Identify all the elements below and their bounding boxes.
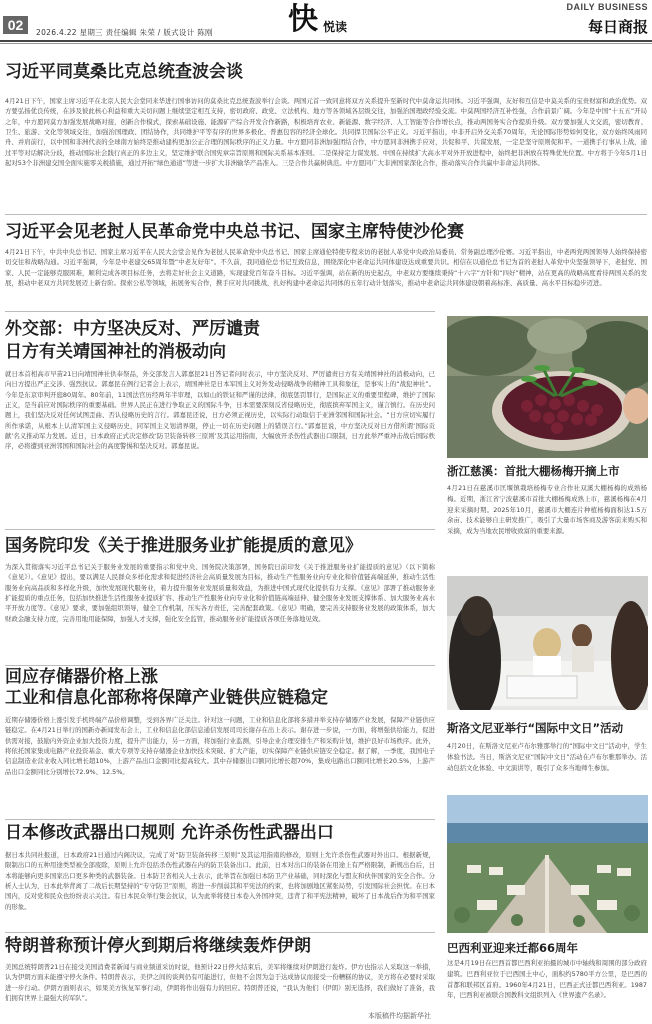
divider [5, 665, 435, 666]
article-title: 习近平同莫桑比克总统查波会谈 [5, 62, 243, 82]
article-body: 4月21日下午，中共中央总书记、国家主席习近平在人民大会堂会见作为老挝人民革命党中央总书记、国家主席通伦特使专程来访的老挝人革党中央政治局委员、常务副总理沙伦赛。习近平指出，中老两党两国领导人始终保持密切交往和战略沟通。习近平强调，今年是中老建交65周年暨“中老友好年”。不久前，我同通伦总书记互致信息，围绕深化中老命运共同体建设达成重要共识。相信在以通伦总书记为首的老挝人革党中央坚强领导下，老挝党、国家、人民一定能够克服困难，顺利完成各项目标任务，去将走好社会主义道路，实现建党百年奋斗目标。习近平强调，站在新的历史起点，中老双方要继续秉持“十六字”方针和“四好”精神，站在更高的战略高度看待两国关系的发展，推动中老双方共同发展迈上新台阶。探索公私等领域，拓展务实合作，携手应对共同挑战，扎好构建中老命运共同体的五年行动计划落实，推动中老命运共同体建设朝着高标准、高质量、高水平目标稳步迈进。 [5, 248, 647, 288]
source-credit: 本版稿件均据新华社 [368, 1012, 431, 1020]
photo-caption-body: 4月21日在慈溪市匡堰镇栽培杨梅专业合作社双溪大棚杨梅的成熟杨梅。近期，浙江省宁波慈溪市首批大棚杨梅成熟上市，慈溪杨梅在4月迎来采摘时期。2025年10月，慈溪市大棚连片种植杨梅面积达1.5万余亩、技术能够自主研发推广，吸引了大量市场客商及游客前来购买和采摘，成为当地农民增收致富的重要来源。 [447, 484, 647, 536]
paper-name-en: DAILY BUSINESS [566, 2, 648, 12]
page-number: 02 [3, 16, 28, 34]
photo-caption-title: 斯洛文尼亚举行“国际中文日”活动 [447, 721, 624, 735]
page-header [0, 0, 652, 42]
article-title: 国务院印发《关于推进服务业扩能提质的意见》 [5, 536, 362, 556]
header-rule [0, 40, 652, 42]
article-body: 4月21日下午，国家主席习近平在北京人民大会堂同来华进行国事访问的莫桑比克总统查波举行会谈。两国元首一致同意将双方关系提升至新时代中莫命运共同体。习近平强调，友好和互信是中莫关系的宝贵财富和政治优势。双方要弘扬优良传统，在涉及彼此核心利益和重大关切问题上继续坚定相互支持，密切政府、政党、立法机构、地方等各领域各层级交往，加强治国理政经验交流。中莫两国经济互补性强，合作前景广阔。今年是中国“十五五”开局之年，中方愿同莫方加强发展战略对接，创新合作模式，探索基础设施、能源矿产综合开发合作新路，积极培育农业、新能源、数字经济、人工智能等合作增长点，推动两国务实合作提质升级。双方要加强人文交流，密切教育、卫生、旅游、文化等领域交往，加强治国理政、团结协作，共同维护平等有序的世界多极化、普惠包容的经济全球化。共同捍卫国际公平正义。习近平指出，中非开启外交关系70周年，无论国际形势如何变化，双方始终风雨同舟、并肩前行，以中国和非洲代表的全球南方始终是推动建构更加公正合理的国际秩序的正义力量。中方愿同非洲加强团结合作，中方愿同非洲携手应对，共促和平、共谋发展，一定是坚守原则促和平。一道携手行事从上战，通过平等对话解决分歧，推动国际社会践行真正的多边主义，坚定维护联合国宪章宗旨原则和国际关系基本准则。二是保持定力谋发展。中国在持续扩大高水平对外开放进程中，始终把非洲放在特殊优先位置。中方将于今年5月1日起对53个非洲建交国全面实施零关税措施，通过开拓“绿色通道”等进一步扩大非洲输华产品准入。三是合作共赢树典范。中方愿同广大非洲国家深化合作，推动落实合作共赢中非命运共同体。 [5, 97, 647, 168]
article-title: 外交部：中方坚决反对、严厉谴责 [5, 319, 260, 339]
article-body: 近期存储器价格上涨引发手机终端产品价格调整，受到各界广泛关注。针对这一问题，工业和信息化部将多措并举支持存储器产业发展，保障产业链供应链稳定。在4月21日举行的国新办新闻发布会上，工业和信息化部信息通信发展司司长谢存在出上表示。谢存进一步说，一方面，将增强供给能力，促进供需对接，鼓励内外资企业加大投资力度，提升产出能力，另一方面，将加强行业监测，引导企业合理安排生产和采购计划，维护良好市场秩序。此外，将依托国家集成电路产业投资基金、重大专项等支持存储器企业加快技术突破、扩大产能，切实保障产业链供应链安全稳定。据了解，一季度，我国电子信息制造业营业收入同比增长超10%，上游产品出口金额同比提高较大。其中存储器出口额同比增长超70%，集成电路出口额同比增长20.5%，上游产品出口金额同比分别增长72.9%、12.5%。 [5, 716, 435, 776]
section-logo: 快 [288, 2, 318, 37]
photo-caption-body: 4月20日，在斯洛文尼亚卢布尔雅那举行的“国际中文日”活动中，学生体验书法。当日，斯洛文尼亚“国际中文日”活动在卢布尔雅那举办。活动包括文化体验、中文演讲等，吸引了众多当地师生参加。 [447, 742, 647, 772]
article-title: 习近平会见老挝人民革命党中央总书记、国家主席特使沙伦赛 [5, 222, 464, 242]
divider [5, 932, 435, 933]
article-body: 美国总统特朗普21日在接受美国消费者新闻与商业频道采访时说，他预计22日停火结束后，美军将继续对伊朗进行轰炸。伊方也指示人采取这一举措，认为伊朗方面未能遵守停火条件。特朗普表示，美伊之间的谈判仍有可能进行，但他不会因为急于达成协议而接受一份糟糕的协议，美方将在必要时采取进一步行动。伊朗方面则表示，如果美方恢复军事行动，伊朗将作出强有力的回应。特朗普还说，“我认为他们（伊朗）别无选择，我们做好了准备，我们拥有世界上最强大的军队”。 [5, 963, 435, 1003]
article-body: 为深入贯彻落实习近平总书记关于服务业发展的重要指示和党中央、国务院决策部署，国务院日前印发《关于推进服务业扩能提质的意见》（以下简称《意见》）。《意见》提出，要以满足人民群众多样化需求和促进经济社会高质量发展为目标，推动生产性服务业向专业化和价值链高端延伸，推动生活性服务业向高品质和多样化升级，加快发展现代服务业，着力提升服务业发展质量和效益，为推进中国式现代化提供有力支撑。《意见》部署了推动服务业扩能提质的重点任务，包括加快推进生活性服务业提质扩容、推动生产性服务业向专业化和价值链高端延伸、健全服务业发展支撑体系、加大服务业高水平开放力度等。《意见》要求，要加强组织领导，健全工作机制，压实各方责任，完善配套政策。《意见》明确，要完善支持服务业发展的政策体系，加大财政金融支持力度，完善用地用能保障，加强人才支撑，强化安全监管，推动服务业扩能提质各项任务落地见效。 [5, 563, 435, 623]
issue-info: 2026.4.22 星期三 责任编辑 朱荣 / 版式设计 陈刚 [36, 28, 213, 37]
article-title: 回应存储器价格上涨 [5, 667, 158, 687]
photo-caption-body: 这是4月19日在巴西首都巴西利亚拍摄的城市中轴线和周围的部分政府建筑。巴西利亚位于巴西国土中心，面积约5780平方公里，是巴西的首都和联邦区首府。1960年4月21日，巴西正式迁都巴西利亚。1987年，巴西利亚被联合国教科文组织列入《世界遗产名录》。 [447, 959, 647, 1000]
bayberry-photo-art [447, 316, 648, 458]
photo-caption-title: 巴西利亚迎来迁都66周年 [447, 941, 579, 955]
article-body: 据日本共同社报道，日本政府21日通过内阁决议，完成了对“防卫装备转移三原则”及其运用指南的修改，原则上允许杀伤性武器对外出口。根据新规，限制出口的五种用途类型被全部废除，原则上允许包括杀伤性武器在内的防卫装备出口。此前，日本对出口的装备在用途上有严格限制，新规出台后，日本将能够向更多国家出口更多种类的武器装备。日本防卫省相关人士表示，此举旨在加强日本防卫产业基础，同时深化与盟友和伙伴国家的安全合作。分析人士认为，日本此举背离了二战后长期坚持的“专守防卫”原则，将进一步削弱其和平宪法的约束，也将加剧地区紧张局势，引发国际社会担忧。在日本国内，反对党和民众也纷纷表示关注。有日本民众举行集会抗议，认为此举将使日本卷入外国冲突，违背了和平宪法精神，破坏了日本战后作为和平国家的形象。 [5, 851, 435, 911]
divider [5, 819, 435, 820]
brasilia-photo [447, 795, 648, 933]
article-title-line2: 工业和信息化部称将保障产业链供应链稳定 [5, 688, 328, 708]
brasilia-photo-art [447, 795, 648, 933]
article-body: 就日本首相高市早苗21日向靖国神社供奉祭品，外交部发言人郭嘉昆21日答记者问时表示，中方坚决反对、严厉谴责日方有关靖国神社的消极动向，已向日方提出严正交涉、强烈抗议。郭嘉昆在例行记者会上表示，靖国神社是日本军国主义对外发动侵略战争的精神工具和象征，是事实上的“战犯神社”。今年是东京审判开庭80周年。80年前，11国法官历经两年半审理，以如山的铁证和严谨的法律，彻底惩罚罪行，是国际正义的重要里程碑，维护了国际正义，是当前应对国际秩序的重要基础。世界人民正在进行争取正义的国际斗争，日本需要深刻反省侵略历史，彻底摈弃军国主义，谨言慎行。在历史问题上，我们坚决反对任何试图歪曲、否认侵略历史的言行。郭嘉昆还说，日方必须正视历史，以实际行动取信于亚洲邻国和国际社会。“日方应切实履行所作承诺，从根本上认清军国主义侵略历史，同军国主义划清界限，停止一切在历史问题上的错误言行。”郭嘉昆说，中方坚决反对日方借所谓‘国际贡献’名义推动军力发展。近日，日本政府正式决定修改‘防卫装备转移三原则’及其运用指南，大幅放开杀伤性武器出口限制，日方此举严重冲击战后国际秩序，必将遭到亚洲邻国和国际社会的高度警惕和坚决反对。郭嘉昆说。 [5, 370, 435, 451]
divider [5, 311, 435, 312]
bayberry-photo [447, 316, 648, 458]
article-title: 日本修改武器出口规则 允许杀伤性武器出口 [5, 823, 334, 843]
paper-name-cn: 每日商报 [587, 18, 648, 36]
article-title: 特朗普称预计停火到期后将继续轰炸伊朗 [5, 936, 311, 956]
section-name: 悦读 [323, 20, 348, 34]
divider [5, 214, 647, 215]
header-rule-thin [0, 43, 652, 44]
calligraphy-photo-art [447, 576, 648, 710]
article-title-line2: 日方有关靖国神社的消极动向 [5, 342, 226, 362]
photo-caption-title: 浙江慈溪：首批大棚杨梅开摘上市 [447, 464, 620, 478]
calligraphy-photo [447, 576, 648, 710]
divider [5, 529, 435, 530]
